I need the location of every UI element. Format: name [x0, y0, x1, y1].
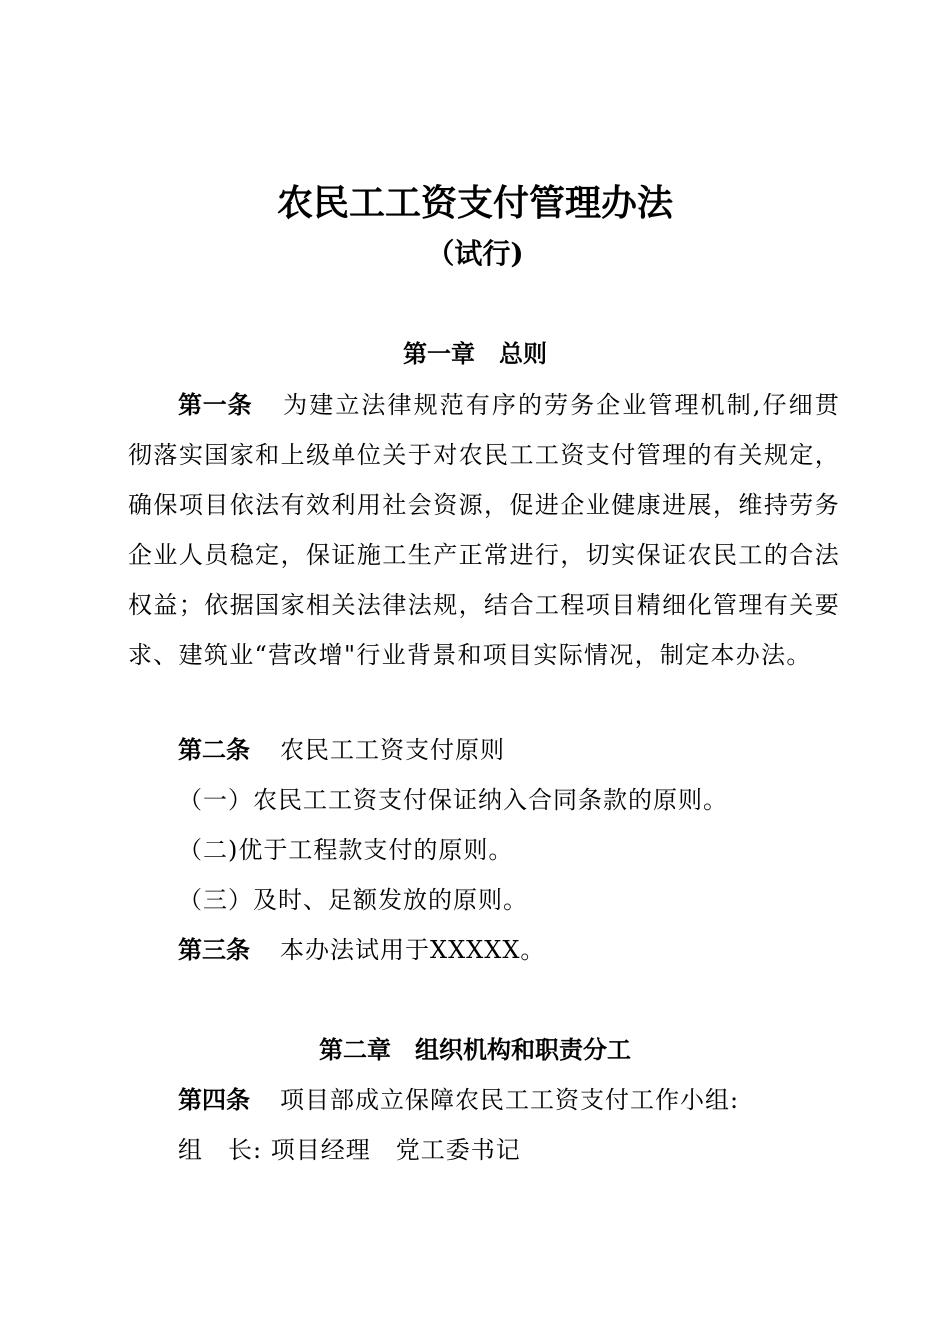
leader-line: 组 长: 项目经理 党工委书记	[178, 1136, 521, 1164]
article-1-text: 为建立法律规范有序的劳务企业管理机制,仔细贯彻落实国家和上级单位关于对农民工工资支付管理的有关规定，确保项目依法有效利用社会资源，促进企业健康进展，维持劳务企业人员稳定，保证施工生产正常进行，切实保证农民工的合法权益；依据国家相关法律法规，结合工程项目精细化管理有关要求、建筑业“营改增"行业背景和项目实际情况，制定本办法。	[128, 391, 840, 669]
list-item: （二)优于工程款支付的原则。	[178, 836, 514, 864]
chapter-heading: 第二章 组织机构和职责分工	[319, 1035, 631, 1064]
article-4-label: 第四条	[178, 1085, 250, 1114]
article-3-text: 本办法试用于XXXXX。	[280, 936, 546, 964]
article-2-line	[178, 732, 505, 768]
document-subtitle: （试行)	[426, 237, 524, 270]
article-3-line	[178, 932, 545, 968]
article-2-text: 农民工工资支付原则	[280, 736, 505, 764]
list-item: （一）农民工工资支付保证纳入合同条款的原则。	[178, 786, 728, 814]
article-1-label: 第一条	[178, 390, 253, 419]
article-4-line	[178, 1082, 739, 1118]
chapter-heading: 第一章 总则	[403, 339, 547, 368]
article-2-label: 第二条	[178, 735, 250, 764]
document-title: 农民工工资支付管理办法	[276, 182, 673, 224]
list-item: （三）及时、足额发放的原则。	[178, 886, 528, 914]
article-1-paragraph	[128, 380, 840, 680]
article-3-label: 第三条	[178, 935, 250, 964]
article-4-text: 项目部成立保障农民工工资支付工作小组:	[280, 1086, 740, 1114]
